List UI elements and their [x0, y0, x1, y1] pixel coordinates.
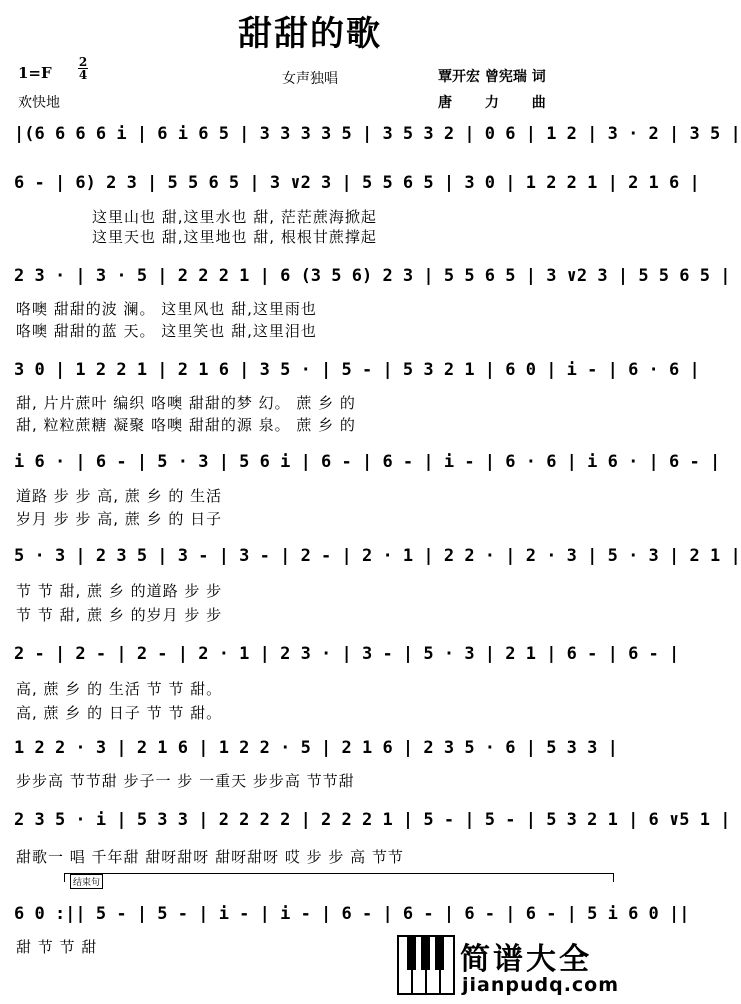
ending-label: 结束句 — [70, 874, 103, 889]
lyric-line: 这里天也 甜,这里地也 甜, 根根甘蔗撑起 — [92, 228, 377, 246]
logo-text: 简谱大全 — [460, 942, 592, 977]
time-signature-bottom: 4 — [78, 68, 88, 82]
lyric-line: 道路 步 步 高, 蔗 乡 的 生活 — [16, 487, 223, 505]
notation-row: 3 0 | 1 2 2 1 | 2 1 6 | 3 5 · | 5 - | 5 3 2 1 | 6 0 | i - | 6 · 6 | — [14, 360, 700, 380]
lyric-line: 高, 蔗 乡 的 日子 节 节 甜。 — [16, 704, 223, 722]
lyric-line: 高, 蔗 乡 的 生活 节 节 甜。 — [16, 680, 223, 698]
composer-credit: 唐 力 曲 — [438, 95, 560, 111]
lyric-line: 甜歌一 唱 千年甜 甜呀甜呀 甜呀甜呀 哎 步 步 高 节节 — [16, 848, 404, 866]
notation-row: 2 3 5 · i | 5 3 3 | 2 2 2 2 | 2 2 2 1 | 5 - | 5 - | 5 3 2 1 | 6 ∨5 1 | — [14, 810, 731, 830]
lyric-line: 咯噢 甜甜的波 澜。 这里风也 甜,这里雨也 — [16, 300, 317, 318]
ending-bracket — [64, 873, 614, 882]
time-signature — [78, 56, 88, 81]
site-logo — [398, 934, 620, 1000]
lyric-line: 甜, 片片蔗叶 编织 咯噢 甜甜的梦 幻。 蔗 乡 的 — [16, 394, 356, 412]
performance-type: 女声独唱 — [282, 71, 338, 87]
lyric-line: 节 节 甜, 蔗 乡 的岁月 步 步 — [16, 606, 223, 624]
notation-row: 2 3 · | 3 · 5 | 2 2 2 1 | 6 (3 5 6) 2 3 | 5 5 6 5 | 3 ∨2 3 | 5 5 6 5 | — [14, 266, 731, 286]
notation-row: i 6 · | 6 - | 5 · 3 | 5 6 i | 6 - | 6 - | i - | 6 · 6 | i 6 · | 6 - | — [14, 452, 721, 472]
lyric-line: 咯噢 甜甜的蓝 天。 这里笑也 甜,这里泪也 — [16, 322, 317, 340]
tempo-marking: 欢快地 — [18, 95, 60, 111]
notation-row: 1 2 2 · 3 | 2 1 6 | 1 2 2 · 5 | 2 1 6 | 2 3 5 · 6 | 5 3 3 | — [14, 738, 618, 758]
lyricist-credit: 覃开宏 曾宪瑞 词 — [438, 69, 546, 85]
notation-row: |(6 6 6 6 i | 6 i 6 5 | 3 3 3 3 5 | 3 5 3 2 | 0 6 | 1 2 | 3 · 2 | 3 5 | — [14, 124, 741, 144]
lyric-line: 甜 节 节 甜 — [16, 938, 98, 956]
notation-row: 6 - | 6) 2 3 | 5 5 6 5 | 3 ∨2 3 | 5 5 6 5 | 3 0 | 1 2 2 1 | 2 1 6 | — [14, 173, 700, 193]
lyric-line: 甜, 粒粒蔗糖 凝聚 咯噢 甜甜的源 泉。 蔗 乡 的 — [16, 416, 356, 434]
lyric-line: 步步高 节节甜 步子一 步 一重天 步步高 节节甜 — [16, 772, 355, 790]
time-signature-top: 2 — [78, 55, 88, 69]
lyric-line: 这里山也 甜,这里水也 甜, 茫茫蔗海掀起 — [92, 208, 377, 226]
song-title: 甜甜的歌 — [238, 14, 382, 54]
notation-row: 5 · 3 | 2 3 5 | 3 - | 3 - | 2 - | 2 · 1 | 2 2 · | 2 · 3 | 5 · 3 | 2 1 | — [14, 546, 741, 566]
key-signature: 1=F — [18, 64, 52, 82]
piano-keys-icon — [398, 936, 454, 994]
lyric-line: 节 节 甜, 蔗 乡 的道路 步 步 — [16, 582, 223, 600]
lyric-line: 岁月 步 步 高, 蔗 乡 的 日子 — [16, 510, 223, 528]
logo-url: jianpudq.com — [462, 974, 620, 996]
notation-row: 2 - | 2 - | 2 - | 2 · 1 | 2 3 · | 3 - | 5 · 3 | 2 1 | 6 - | 6 - | — [14, 644, 680, 664]
notation-row: 6 0 :|| 5 - | 5 - | i - | i - | 6 - | 6 - | 6 - | 6 - | 5 i 6 0 || — [14, 904, 690, 924]
